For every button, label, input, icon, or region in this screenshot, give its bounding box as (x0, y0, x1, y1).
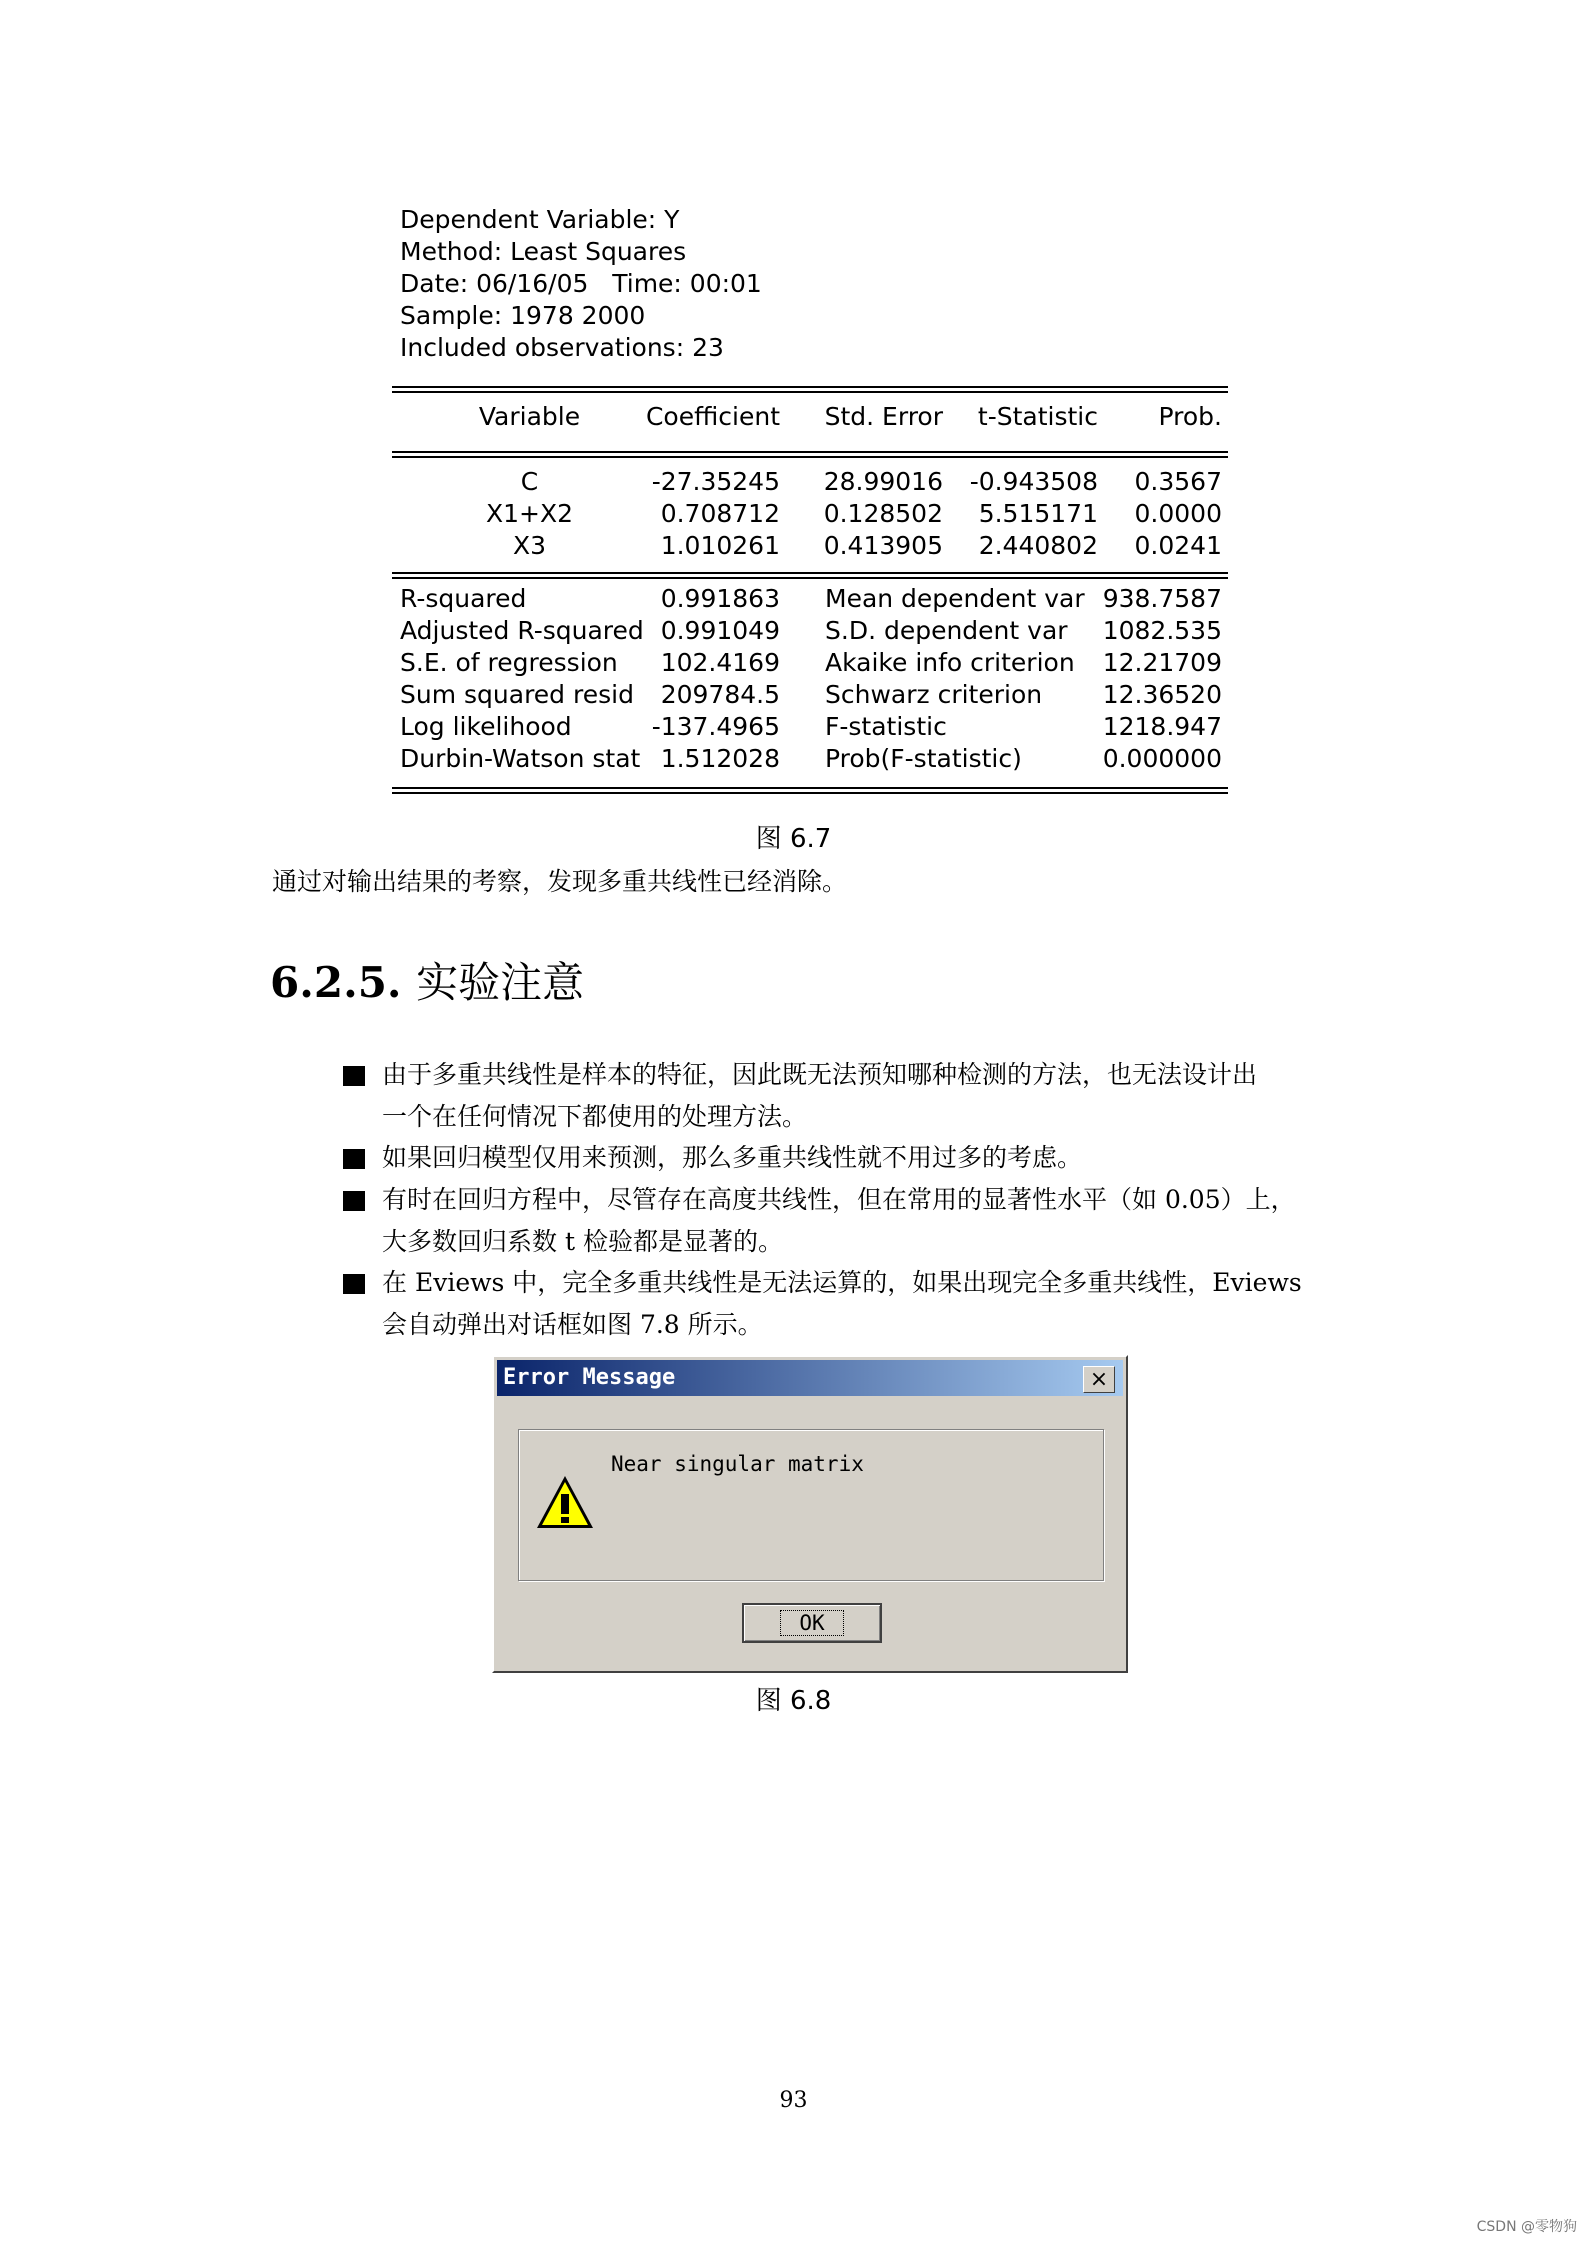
rule-top (392, 386, 1228, 393)
row-coef: 1.010261 (660, 531, 780, 560)
bullet-square-icon (343, 1066, 365, 1086)
column-headers (392, 401, 1228, 433)
row-t: -0.943508 (969, 467, 1098, 496)
row-coef: -27.35245 (651, 467, 780, 496)
stat-label: F-statistic (825, 712, 947, 741)
row-t: 2.440802 (978, 531, 1098, 560)
col-variable: Variable (478, 402, 581, 431)
row-prob: 0.0241 (1134, 531, 1222, 560)
ok-label: OK (780, 1610, 843, 1636)
stat-value: 0.991863 (660, 584, 780, 613)
row-coef: 0.708712 (660, 499, 780, 528)
stat-value: 938.7587 (1102, 584, 1222, 613)
section-heading (270, 950, 584, 1010)
row-var: C (520, 467, 539, 496)
row-var: X3 (512, 531, 547, 560)
dialog-titlebar[interactable] (497, 1360, 1123, 1396)
stat-value: 0.991049 (660, 616, 780, 645)
row-se: 28.99016 (823, 467, 943, 496)
stat-label: Log likelihood (400, 712, 572, 741)
message-panel (518, 1429, 1104, 1581)
stats-row (392, 743, 1228, 775)
row-prob: 0.0000 (1134, 499, 1222, 528)
table-row (392, 466, 1228, 498)
stat-label: Mean dependent var (825, 584, 1085, 613)
col-t-statistic: t-Statistic (977, 402, 1098, 431)
bullet-text: 在 Eviews 中，完全多重共线性是无法运算的，如果出现完全多重共线性，Eviews (382, 1268, 1302, 1297)
dialog-title: Error Message (503, 1365, 676, 1390)
stat-value: 102.4169 (660, 648, 780, 677)
ok-button[interactable] (742, 1603, 882, 1643)
stat-value: 12.36520 (1102, 680, 1222, 709)
stat-value: 0.000000 (1102, 744, 1222, 773)
stat-label: Durbin-Watson stat (400, 744, 641, 773)
bullet-text-cont: 会自动弹出对话框如图 7.8 所示。 (382, 1310, 763, 1339)
stat-label: Sum squared resid (400, 680, 634, 709)
col-coefficient: Coefficient (645, 402, 780, 431)
row-t: 5.515171 (978, 499, 1098, 528)
page-number: 93 (779, 2088, 808, 2113)
header-date: Date: 06/16/05 Time: 00:01 (400, 269, 762, 298)
stat-label: Prob(F-statistic) (825, 744, 1022, 773)
bullet-text: 如果回归模型仅用来预测，那么多重共线性就不用过多的考虑。 (382, 1143, 1083, 1172)
bullet-text-cont: 一个在任何情况下都使用的处理方法。 (382, 1102, 808, 1131)
close-button[interactable]: × (1083, 1366, 1115, 1393)
figure-caption-6-8: 图 6.8 (755, 1686, 832, 1716)
header-dependent: Dependent Variable: Y (400, 205, 680, 234)
header-method: Method: Least Squares (400, 237, 687, 266)
regression-output (392, 204, 1228, 794)
error-message: Near singular matrix (611, 1452, 864, 1476)
bullet-text: 由于多重共线性是样本的特征，因此既无法预知哪种检测的方法，也无法设计出 (382, 1060, 1258, 1089)
table-row (392, 498, 1228, 530)
stat-label: Akaike info criterion (825, 648, 1075, 677)
bullet-text-cont: 大多数回归系数 t 检验都是显著的。 (382, 1227, 783, 1256)
col-prob: Prob. (1158, 402, 1222, 431)
stats-row (392, 615, 1228, 647)
rule-middle (392, 572, 1228, 579)
header-sample: Sample: 1978 2000 (400, 301, 646, 330)
row-var: X1+X2 (485, 499, 573, 528)
stat-value: 12.21709 (1102, 648, 1222, 677)
bullet-square-icon (343, 1191, 365, 1211)
stats-row (392, 679, 1228, 711)
table-row (392, 530, 1228, 562)
warning-icon (535, 1472, 595, 1532)
stats-row (392, 583, 1228, 615)
stat-label: S.D. dependent var (825, 616, 1068, 645)
figure-caption-6-7: 图 6.7 (755, 824, 832, 854)
stat-value: 209784.5 (660, 680, 780, 709)
bullet-square-icon (343, 1149, 365, 1169)
bullet-text: 有时在回归方程中，尽管存在高度共线性，但在常用的显著性水平（如 0.05）上， (382, 1185, 1296, 1214)
row-se: 0.413905 (823, 531, 943, 560)
stats-row (392, 711, 1228, 743)
section-number: 6.2.5. (270, 958, 402, 1007)
stat-value: 1082.535 (1102, 616, 1222, 645)
bullet-square-icon (343, 1274, 365, 1294)
stat-value: 1218.947 (1102, 712, 1222, 741)
stat-value: -137.4965 (651, 712, 780, 741)
stat-label: Schwarz criterion (825, 680, 1043, 709)
stat-label: R-squared (400, 584, 527, 613)
paragraph: 通过对输出结果的考察，发现多重共线性已经消除。 (272, 867, 848, 896)
rule-bottom (392, 787, 1228, 794)
rule-header (392, 451, 1228, 458)
row-prob: 0.3567 (1134, 467, 1222, 496)
stat-label: S.E. of regression (400, 648, 618, 677)
stats-row (392, 647, 1228, 679)
row-se: 0.128502 (823, 499, 943, 528)
stat-value: 1.512028 (660, 744, 780, 773)
section-title-text: 实验注意 (416, 958, 585, 1007)
watermark: CSDN @零物狗 (1476, 2219, 1577, 2235)
header-observations: Included observations: 23 (400, 333, 724, 362)
col-std-error: Std. Error (824, 402, 943, 431)
stat-label: Adjusted R-squared (400, 616, 644, 645)
error-dialog (492, 1355, 1128, 1673)
